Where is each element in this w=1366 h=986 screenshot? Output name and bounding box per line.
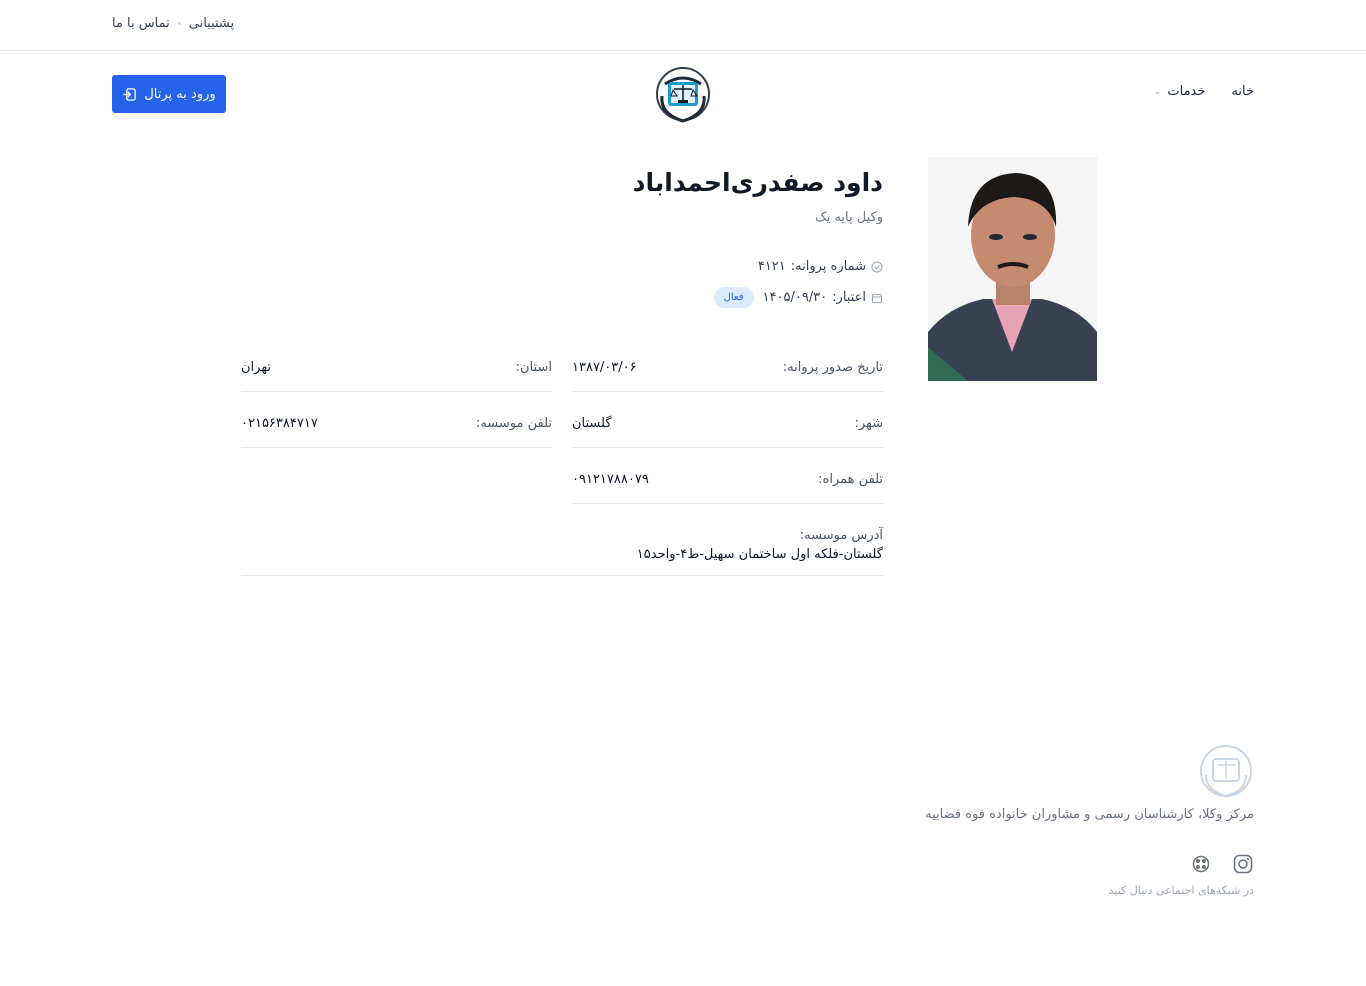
nav-home-label: خانه: [1231, 84, 1254, 99]
portal-login-label: ورود به پرتال: [144, 86, 216, 102]
province-field: [241, 360, 552, 392]
license-value: ۴۱۲۱: [757, 259, 786, 274]
mobile-value: ۰۹۱۲۱۷۸۸۰۷۹: [572, 472, 649, 487]
portrait-image: [928, 157, 1097, 381]
social-links: [1190, 853, 1254, 875]
lawyer-title: وکیل پایه یک: [815, 210, 883, 225]
status-badge: فعال: [714, 287, 754, 308]
header: [0, 52, 1366, 136]
mobile-field: [572, 472, 883, 504]
top-bar: [0, 0, 1366, 51]
lawyer-name: داود صفدری‌احمداباد: [632, 168, 883, 197]
address-field: [241, 528, 883, 576]
address-value: گلستان-فلکه اول ساختمان سهیل-ط۴-واحد۱۵: [636, 547, 883, 562]
issue-date-value: ۱۳۸۷/۰۳/۰۶: [572, 360, 637, 375]
address-label: آدرس موسسه:: [799, 528, 883, 543]
city-field: [572, 416, 883, 448]
validity-label: اعتبار:: [832, 290, 866, 305]
city-value: گلستان: [572, 416, 612, 431]
top-links: [112, 16, 234, 31]
issue-date-field: [572, 360, 883, 392]
office-phone-label: تلفن موسسه:: [475, 416, 552, 431]
separator-dot: [178, 22, 181, 25]
lawyer-photo: [928, 157, 1097, 381]
license-number: [758, 259, 883, 274]
main-nav: [1154, 84, 1254, 99]
validity-value: ۱۴۰۵/۰۹/۳۰: [762, 290, 828, 305]
license-label: شماره پروانه:: [790, 259, 866, 274]
judiciary-logo[interactable]: [654, 64, 712, 124]
mobile-label: تلفن همراه:: [818, 472, 883, 487]
province-value: تهران: [241, 360, 271, 375]
check-circle-icon: [871, 261, 883, 273]
footer-logo: [1198, 743, 1254, 799]
footer-org-name: مرکز وکلا، کارشناسان رسمی و مشاوران خانواده قوه قضاییه: [925, 807, 1254, 822]
province-label: استان:: [515, 360, 552, 375]
chevron-down-icon: ⌄: [1153, 86, 1162, 97]
issue-date-label: تاریخ صدور پروانه:: [782, 360, 883, 375]
license-validity: [714, 287, 883, 308]
city-label: شهر:: [854, 416, 883, 431]
aparat-icon[interactable]: [1190, 853, 1212, 875]
contact-link[interactable]: تماس با ما: [112, 16, 170, 31]
social-follow-text: در شبکه‌های اجتماعی دنبال کنید: [1108, 884, 1254, 897]
portal-login-button[interactable]: [112, 75, 226, 113]
support-link[interactable]: پشتیبانی: [188, 16, 235, 31]
calendar-icon: [871, 292, 883, 304]
office-phone-field: [241, 416, 552, 448]
nav-services[interactable]: [1154, 84, 1206, 99]
instagram-icon[interactable]: [1232, 853, 1254, 875]
office-phone-value: ۰۲۱۵۶۳۸۴۷۱۷: [241, 416, 318, 431]
nav-services-label: خدمات: [1167, 84, 1206, 99]
nav-home[interactable]: [1231, 84, 1254, 99]
login-icon: [122, 87, 137, 102]
